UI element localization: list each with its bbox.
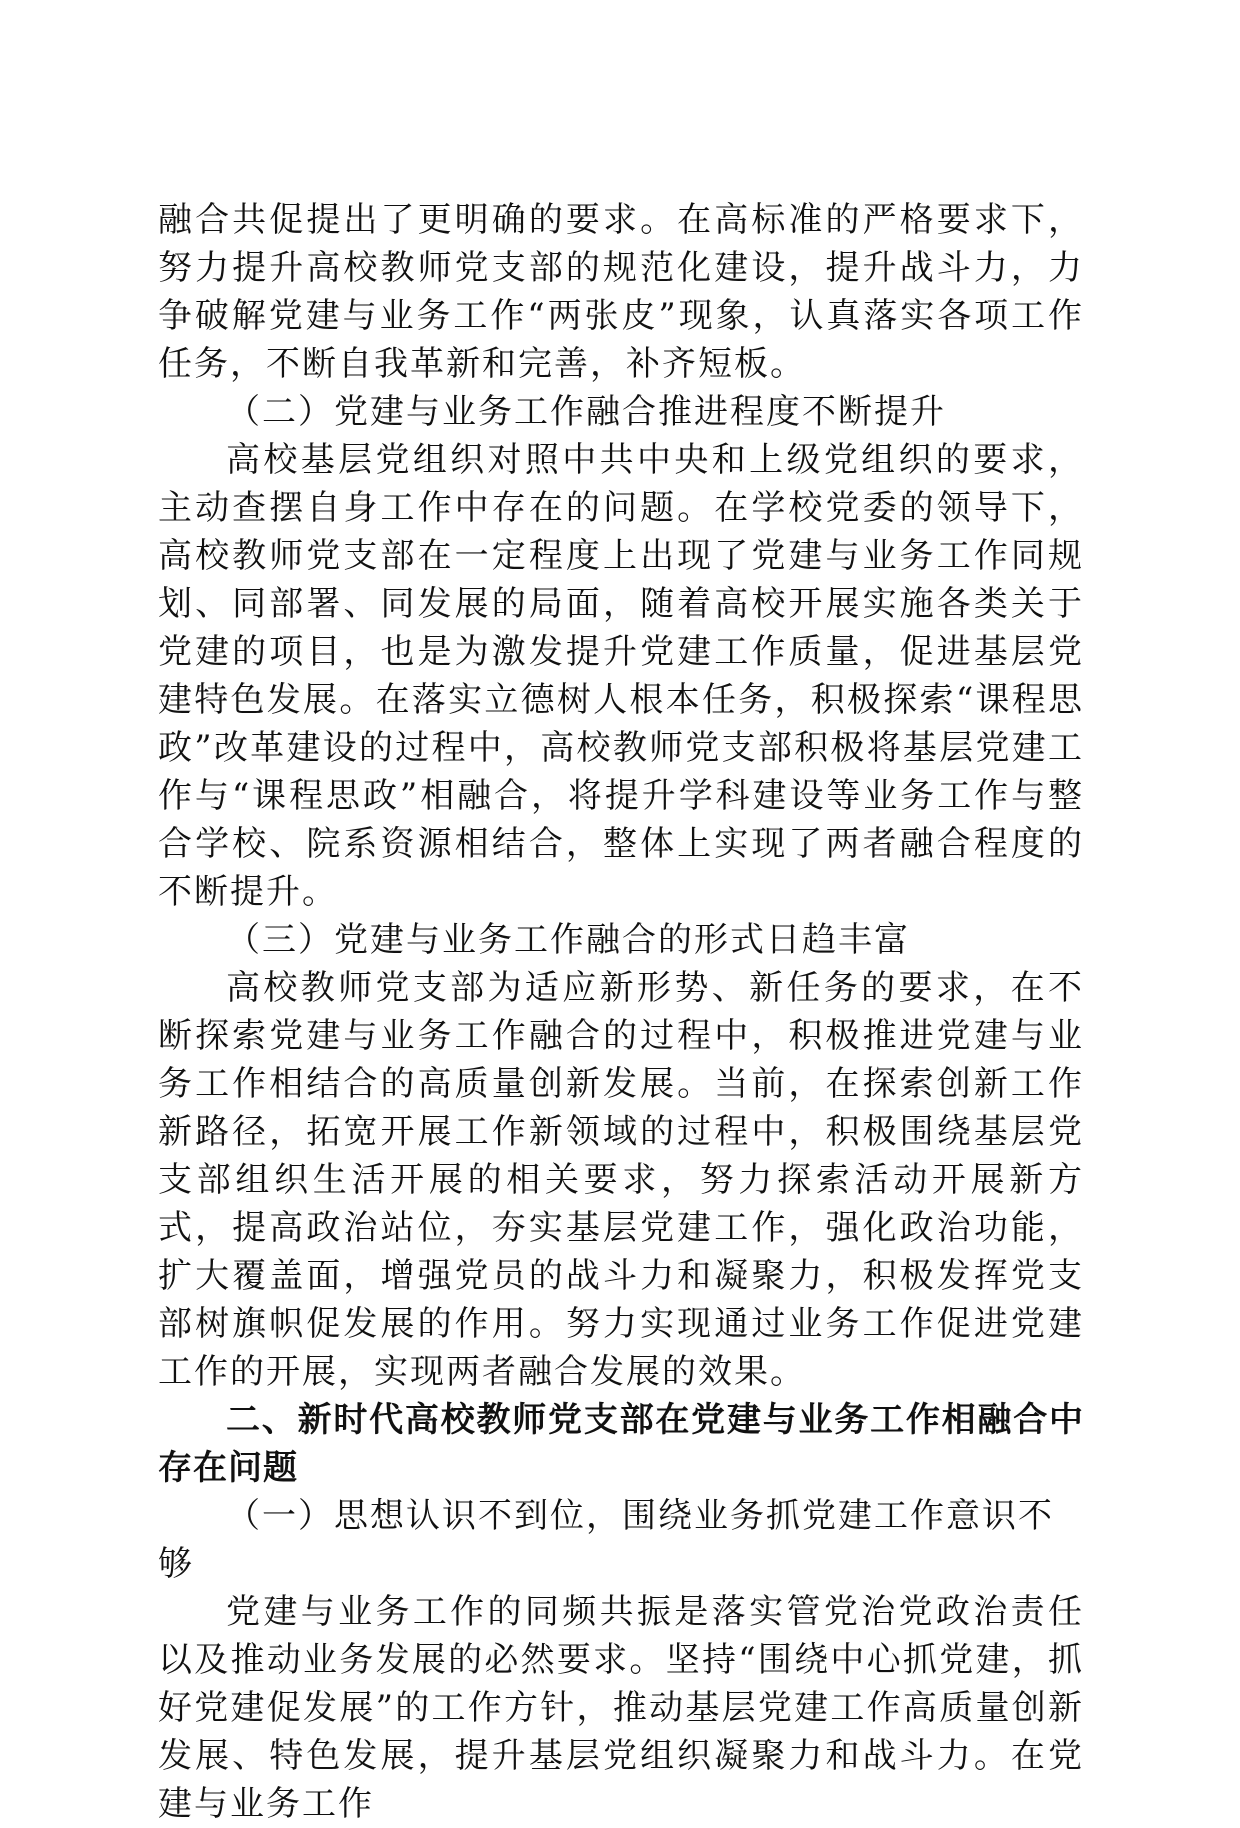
subheading-3: （三）党建与业务工作融合的形式日趋丰富 (226, 920, 910, 960)
subheading-1: （一）思想认识不到位，围绕业务抓党建工作意识不够 (158, 1496, 1054, 1584)
body-paragraph: 高校基层党组织对照中共中央和上级党组织的要求，主动查摆自身工作中存在的问题。在学校党委的领导下，高校教师党支部在一定程度上出现了党建与业务工作同规划、同部署、同发展的局面，随着高校开展实施各类关于党建的项目，也是为激发提升党建工作质量，促进基层党建特色发展。在落实立德树人根本任务，积极探索“课程思政”改革建设的过程中，高校教师党支部积极将基层党建工作与“课程思政”相融合，将提升学科建设等业务工作与整合学校、院系资源相结合，整体上实现了两者融合程度的不断提升。 (158, 440, 1084, 912)
section-title-2: 二、新时代高校教师党支部在党建与业务工作相融合中存在问题 (158, 1400, 1084, 1488)
subheading-2: （二）党建与业务工作融合推进程度不断提升 (226, 392, 946, 432)
body-paragraph: 党建与业务工作的同频共振是落实管党治党政治责任以及推动业务发展的必然要求。坚持“围绕中心抓党建，抓好党建促发展”的工作方针，推动基层党建工作高质量创新发展、特色发展，提升基层党组织凝聚力和战斗力。在党建与业务工作 (158, 1592, 1084, 1824)
body-paragraph: 高校教师党支部为适应新形势、新任务的要求，在不断探索党建与业务工作融合的过程中，积极推进党建与业务工作相结合的高质量创新发展。当前，在探索创新工作新路径，拓宽开展工作新领域的过程中，积极围绕基层党支部组织生活开展的相关要求，努力探索活动开展新方式，提高政治站位，夯实基层党建工作，强化政治功能，扩大覆盖面，增强党员的战斗力和凝聚力，积极发挥党支部树旗帜促发展的作用。努力实现通过业务工作促进党建工作的开展，实现两者融合发展的效果。 (158, 968, 1084, 1392)
body-paragraph-continued: 融合共促提出了更明确的要求。在高标准的严格要求下，努力提升高校教师党支部的规范化建设，提升战斗力，力争破解党建与业务工作“两张皮”现象，认真落实各项工作任务，不断自我革新和完善，补齐短板。 (158, 200, 1084, 384)
document-page (158, 196, 1084, 1828)
